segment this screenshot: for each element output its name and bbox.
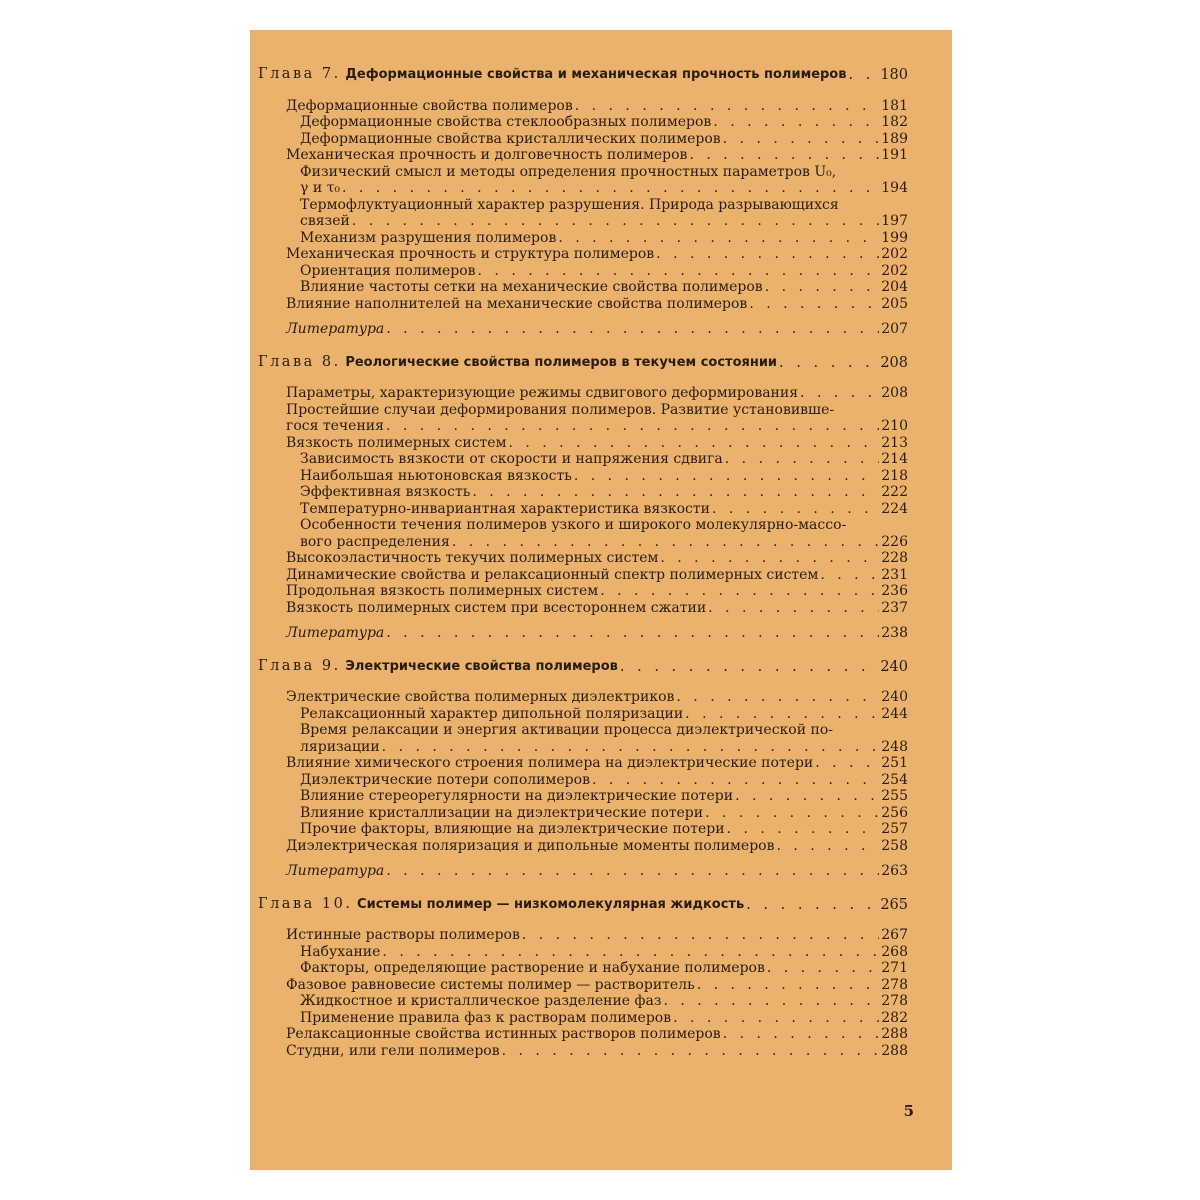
spacer	[258, 642, 908, 654]
table-of-contents	[258, 66, 908, 1059]
spacer	[258, 880, 908, 892]
chapter-page: 180	[880, 67, 908, 83]
dot-leader	[472, 484, 879, 501]
entry-page: 226	[881, 533, 908, 550]
toc-entry[interactable]	[258, 722, 908, 755]
dot-leader	[522, 927, 879, 944]
spacer	[258, 675, 908, 689]
entry-page: 278	[881, 976, 908, 993]
entry-page: 278	[881, 993, 908, 1009]
entry-page: 258	[881, 837, 908, 854]
page-number: 5	[903, 1102, 914, 1120]
toc-entry[interactable]	[258, 385, 908, 402]
chapter-label: Глава 9.	[258, 657, 341, 674]
toc-entry[interactable]	[258, 131, 908, 148]
toc-entry[interactable]	[258, 583, 908, 600]
dot-leader	[592, 772, 879, 789]
chapter-page: 240	[880, 658, 908, 675]
toc-entry[interactable]	[258, 1010, 908, 1027]
entry-text: Механическая прочность и структура полимеров	[286, 246, 655, 262]
literature-label: Литература	[286, 321, 385, 337]
spacer	[258, 854, 908, 863]
entry-page: 182	[881, 114, 908, 130]
entry-page: 255	[881, 788, 908, 804]
entry-page: 181	[881, 97, 908, 114]
dot-leader	[723, 131, 880, 148]
entry-text: Параметры, характеризующие режимы сдвигового деформирования	[286, 385, 799, 401]
entry-text: Набухание	[300, 943, 381, 960]
dot-leader	[386, 863, 879, 880]
chapter-heading[interactable]	[258, 66, 908, 84]
dot-leader	[779, 355, 878, 372]
toc-entry[interactable]	[258, 451, 908, 468]
entry-page: 199	[881, 229, 908, 246]
toc-entry[interactable]	[258, 838, 908, 855]
entry-text: Релаксационный характер дипольной поляризации	[300, 705, 684, 722]
dot-leader	[697, 977, 880, 994]
book-page	[250, 30, 952, 1170]
toc-entry[interactable]	[258, 993, 908, 1010]
entry-page: 197	[881, 213, 908, 229]
entry-text: Вязкость полимерных систем при всестороннем сжатии	[286, 599, 707, 616]
dot-leader	[765, 279, 880, 296]
entry-page: 267	[881, 927, 908, 943]
chapter-label: Глава 7.	[258, 66, 341, 82]
entry-text: Деформационные свойства кристаллических полимеров	[300, 130, 721, 147]
entry-page: 191	[881, 147, 908, 163]
chapter-section	[258, 658, 908, 892]
dot-leader	[676, 689, 879, 706]
entry-page: 194	[881, 180, 908, 196]
toc-entry[interactable]	[258, 230, 908, 247]
entry-text: Особенности течения полимеров узкого и широкого молекулярно-массо-	[300, 517, 847, 533]
entry-text: Влияние химического строения полимера на диэлектрические потери	[286, 755, 814, 771]
entry-text: Влияние стереорегулярности на диэлектрические потери	[300, 788, 734, 804]
spacer	[258, 312, 908, 321]
entry-page: 240	[881, 689, 908, 705]
entry-page: 202	[881, 262, 908, 279]
entry-text: Электрические свойства полимерных диэлектриков	[286, 689, 675, 705]
toc-entry[interactable]	[258, 197, 908, 230]
dot-leader	[820, 567, 879, 584]
entry-page: 208	[881, 385, 908, 401]
literature-entry[interactable]	[258, 321, 908, 338]
dot-leader	[386, 321, 879, 338]
dot-leader	[727, 821, 880, 838]
toc-entry[interactable]	[258, 484, 908, 501]
toc-entry[interactable]	[258, 567, 908, 584]
entry-page: 204	[881, 279, 908, 295]
entry-page: 248	[881, 738, 908, 755]
toc-entry[interactable]	[258, 550, 908, 567]
dot-leader	[735, 788, 879, 805]
dot-leader	[663, 993, 879, 1010]
dot-leader	[800, 385, 879, 402]
entry-text: Продольная вязкость полимерных систем	[286, 583, 599, 599]
toc-entry[interactable]	[258, 517, 908, 550]
dot-leader	[746, 897, 878, 914]
toc-entry[interactable]	[258, 772, 908, 789]
entry-text: Диэлектрические потери сополимеров	[300, 771, 590, 788]
literature-page: 207	[881, 321, 908, 337]
chapter-heading[interactable]	[258, 658, 908, 676]
toc-entry[interactable]	[258, 600, 908, 617]
dot-leader	[815, 755, 879, 772]
chapter-heading[interactable]	[258, 896, 908, 914]
entry-page: 237	[881, 599, 908, 616]
dot-leader	[352, 213, 879, 230]
spacer	[258, 913, 908, 927]
entry-page: 236	[881, 583, 908, 599]
entry-text-continued: γ и τ₀	[300, 180, 340, 196]
entry-text: Зависимость вязкости от скорости и напряжения сдвига	[300, 451, 723, 467]
entry-text: Наибольшая ньютоновская вязкость	[300, 467, 572, 484]
entry-page: 210	[881, 418, 908, 434]
literature-entry[interactable]	[258, 625, 908, 642]
entry-text: Физический смысл и методы определения прочностных параметров U₀,	[300, 163, 837, 180]
toc-entry[interactable]	[258, 706, 908, 723]
dot-leader	[776, 838, 879, 855]
entry-page: 228	[881, 550, 908, 566]
entry-page: 205	[881, 295, 908, 312]
toc-entry[interactable]	[258, 927, 908, 944]
dot-leader	[712, 501, 879, 518]
entry-text: Время релаксации и энергия активации процесса диэлектрической по-	[300, 722, 833, 738]
entry-page: 214	[881, 451, 908, 467]
toc-entry[interactable]	[258, 960, 908, 977]
dot-leader	[708, 600, 879, 617]
dot-leader	[574, 468, 879, 485]
chapter-title: Реологические свойства полимеров в текучем состоянии	[345, 354, 778, 370]
entry-text: Истинные растворы полимеров	[286, 927, 520, 943]
entry-text: Фазовое равновесие системы полимер — растворитель	[286, 976, 695, 993]
spacer	[258, 338, 908, 350]
chapter-heading[interactable]	[258, 354, 908, 372]
dot-leader	[749, 296, 879, 313]
entry-page: 254	[881, 771, 908, 788]
dot-leader	[673, 1010, 879, 1027]
entry-page: 257	[881, 821, 908, 837]
entry-text: Студни, или гели полимеров	[286, 1042, 500, 1059]
chapter-title: Деформационные свойства и механическая прочность полимеров	[345, 67, 847, 82]
toc-entry[interactable]	[258, 402, 908, 435]
toc-entry[interactable]	[258, 147, 908, 164]
entry-page: 256	[881, 804, 908, 821]
chapter-title: Электрические свойства полимеров	[345, 658, 618, 674]
toc-entry[interactable]	[258, 263, 908, 280]
toc-entry[interactable]	[258, 164, 908, 197]
dot-leader	[386, 625, 879, 642]
entry-text: Жидкостное и кристаллическое разделение фаз	[300, 993, 662, 1009]
entry-text-continued: гося течения	[286, 418, 384, 434]
entry-page: 224	[881, 500, 908, 517]
entry-text: Факторы, определяющие растворение и набухание полимеров	[300, 960, 765, 976]
chapter-page: 265	[880, 896, 908, 913]
dot-leader	[620, 659, 878, 676]
entry-text-continued: ляризации	[300, 738, 380, 755]
dot-leader	[452, 534, 879, 551]
dot-leader	[705, 805, 879, 822]
toc-entry[interactable]	[258, 279, 908, 296]
dot-leader	[848, 67, 878, 84]
chapter-section	[258, 66, 908, 350]
entry-text: Влияние наполнителей на механические свойства полимеров	[286, 295, 748, 312]
toc-entry[interactable]	[258, 788, 908, 805]
chapter-section	[258, 896, 908, 1060]
chapter-page: 208	[880, 354, 908, 371]
literature-page: 238	[881, 625, 908, 641]
chapter-label: Глава 10.	[258, 895, 353, 912]
entry-text: Термофлуктуационный характер разрушения. Природа разрывающихся	[300, 196, 839, 213]
dot-leader	[558, 230, 879, 247]
dot-leader	[685, 706, 879, 723]
toc-entry[interactable]	[258, 296, 908, 313]
entry-text-continued: связей	[300, 213, 350, 229]
dot-leader	[382, 739, 880, 756]
dot-leader	[713, 114, 879, 131]
literature-label: Литература	[286, 625, 385, 641]
toc-entry[interactable]	[258, 98, 908, 115]
entry-text-continued: вого распределения	[300, 533, 450, 550]
entry-page: 218	[881, 467, 908, 484]
dot-leader	[723, 1026, 880, 1043]
dot-leader	[656, 246, 879, 263]
entry-page: 213	[881, 434, 908, 451]
dot-leader	[575, 98, 880, 115]
entry-text: Механизм разрушения полимеров	[300, 229, 557, 246]
spacer	[258, 84, 908, 98]
entry-text: Эффективная вязкость	[300, 484, 471, 500]
chapter-title: Системы полимер — низкомолекулярная жидкость	[357, 896, 745, 912]
entry-text: Влияние кристаллизации на диэлектрические потери	[300, 804, 704, 821]
dot-leader	[660, 550, 879, 567]
toc-entry[interactable]	[258, 1043, 908, 1060]
chapter-section	[258, 354, 908, 654]
entry-page: 268	[881, 943, 908, 960]
toc-entry[interactable]	[258, 805, 908, 822]
chapter-label: Глава 8.	[258, 353, 341, 370]
entry-text: Ориентация полимеров	[300, 262, 476, 279]
toc-entry[interactable]	[258, 689, 908, 706]
entry-text: Вязкость полимерных систем	[286, 434, 507, 451]
toc-entry[interactable]	[258, 944, 908, 961]
dot-leader	[382, 944, 879, 961]
toc-entry[interactable]	[258, 821, 908, 838]
entry-page: 288	[881, 1026, 908, 1042]
literature-page: 263	[881, 863, 908, 879]
dot-leader	[342, 180, 879, 197]
toc-entry[interactable]	[258, 501, 908, 518]
entry-text: Простейшие случаи деформирования полимеров. Развитие установивше-	[286, 401, 835, 418]
entry-page: 282	[881, 1009, 908, 1026]
entry-page: 202	[881, 246, 908, 262]
entry-text: Деформационные свойства стеклообразных полимеров	[300, 114, 712, 130]
entry-page: 231	[881, 566, 908, 583]
toc-entry[interactable]	[258, 114, 908, 131]
entry-text: Механическая прочность и долговечность полимеров	[286, 147, 688, 163]
entry-text: Применение правила фаз к растворам полимеров	[300, 1009, 672, 1026]
entry-page: 189	[881, 130, 908, 147]
toc-entry[interactable]	[258, 246, 908, 263]
entry-text: Влияние частоты сетки на механические свойства полимеров	[300, 279, 763, 295]
entry-page: 244	[881, 705, 908, 722]
entry-page: 271	[881, 960, 908, 976]
toc-entry[interactable]	[258, 755, 908, 772]
toc-entry[interactable]	[258, 435, 908, 452]
literature-entry[interactable]	[258, 863, 908, 880]
entry-page: 288	[881, 1042, 908, 1059]
dot-leader	[689, 147, 879, 164]
dot-leader	[508, 435, 879, 452]
dot-leader	[502, 1043, 880, 1060]
spacer	[258, 616, 908, 625]
dot-leader	[725, 451, 879, 468]
literature-label: Литература	[286, 863, 385, 879]
dot-leader	[767, 960, 879, 977]
entry-text: Деформационные свойства полимеров	[286, 97, 573, 114]
entry-text: Температурно-инвариантная характеристика вязкости	[300, 500, 710, 517]
toc-entry[interactable]	[258, 468, 908, 485]
dot-leader	[478, 263, 880, 280]
entry-text: Диэлектрическая поляризация и дипольные моменты полимеров	[286, 837, 775, 854]
spacer	[258, 371, 908, 385]
dot-leader	[600, 583, 879, 600]
entry-text: Динамические свойства и релаксационный спектр полимерных систем	[286, 566, 819, 583]
dot-leader	[386, 418, 879, 435]
toc-entry[interactable]	[258, 1026, 908, 1043]
toc-entry[interactable]	[258, 977, 908, 994]
entry-page: 222	[881, 484, 908, 500]
entry-text: Прочие факторы, влияющие на диэлектрические потери	[300, 821, 725, 837]
entry-text: Высокоэластичность текучих полимерных систем	[286, 550, 659, 566]
entry-page: 251	[881, 755, 908, 771]
entry-text: Релаксационные свойства истинных растворов полимеров	[286, 1026, 721, 1042]
